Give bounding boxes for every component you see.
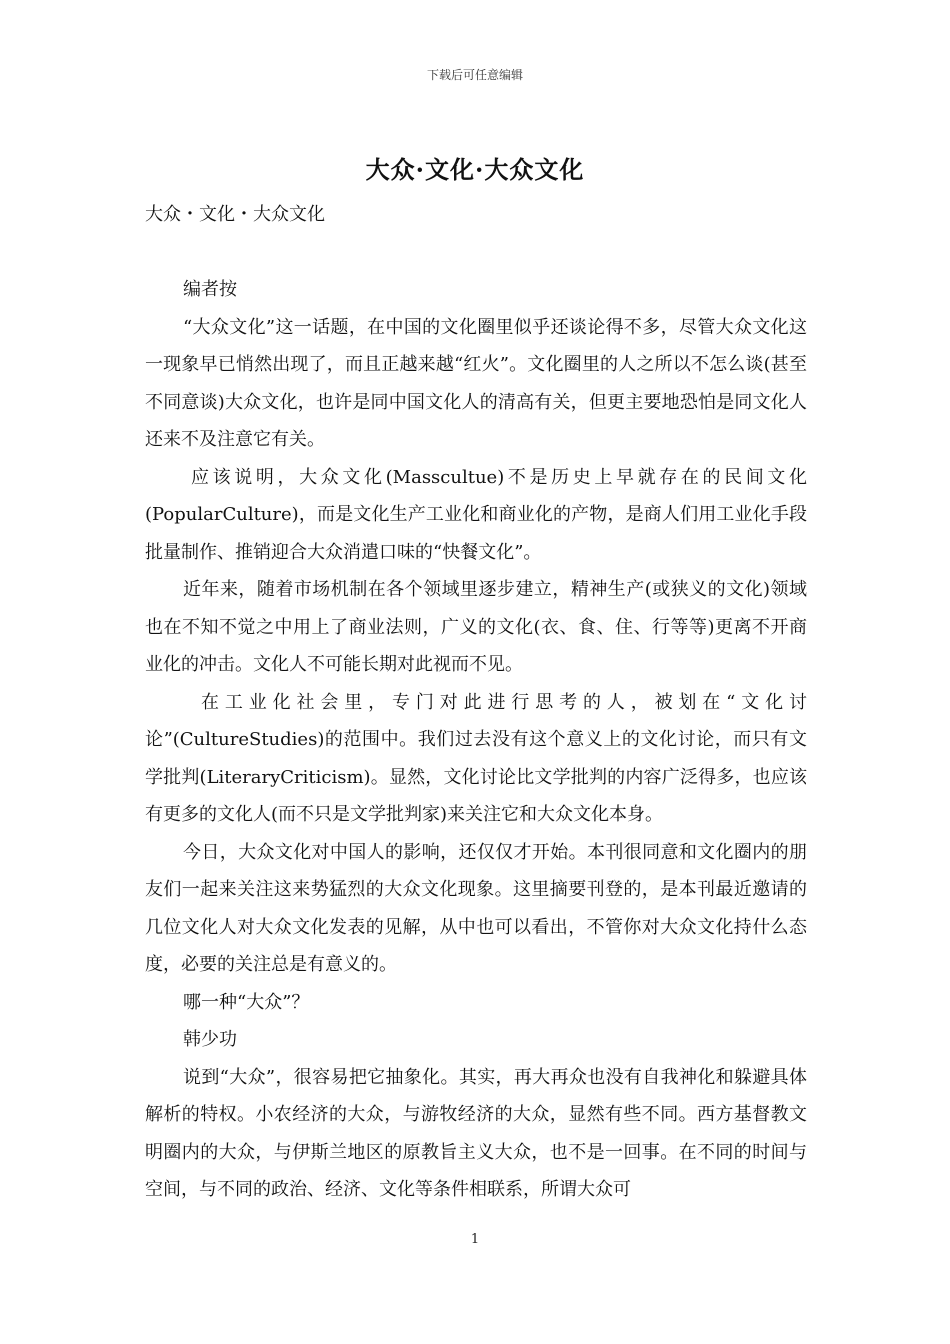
page-number: 1 (470, 1232, 480, 1247)
document-body (145, 196, 807, 1209)
author-name: 韩少功 (183, 1029, 237, 1050)
document-title: 大众·文化·大众文化 (365, 155, 585, 184)
paragraph: 应该说明，大众文化(Masscultue)不是历史上早就存在的民间文化(PopularCulture)，而是文化生产工业化和商业化的产物，是商人们用工业化手段批量制作、推销迎合大众消遣口味的“快餐文化”。 (145, 466, 807, 563)
paragraph: “大众文化”这一话题，在中国的文化圈里似乎还谈论得不多，尽管大众文化这一现象早已悄然出现了，而且正越来越“红火”。文化圈里的人之所以不怎么谈(甚至不同意谈)大众文化，也许是同中国文化人的清高有关，但更主要地恐怕是同文化人还来不及注意它有关。 (145, 316, 807, 450)
page-header: 下载后可任意编辑 (426, 68, 523, 82)
paragraph: 在工业化社会里，专门对此进行思考的人，被划在“文化讨论”(CultureStudies)的范围中。我们过去没有这个意义上的文化讨论，而只有文学批判(LiteraryCriticism)。显然，文化讨论比文学批判的内容广泛得多，也应该有更多的文化人(而不只是文学批判家)来关注它和大众文化本身。 (145, 691, 807, 825)
section-heading: 哪一种“大众”？ (183, 991, 310, 1013)
paragraph: 近年来，随着市场机制在各个领域里逐步建立，精神生产(或狭义的文化)领域也在不知不觉之中用上了商业法则，广义的文化(衣、食、住、行等等)更离不开商业化的冲击。文化人不可能长期对此视而不见。 (145, 579, 807, 675)
editor-note-heading: 编者按 (183, 279, 237, 300)
paragraph: 今日，大众文化对中国人的影响，还仅仅才开始。本刊很同意和文化圈内的朋友们一起来关注这来势猛烈的大众文化现象。这里摘要刊登的，是本刊最近邀请的几位文化人对大众文化发表的见解，从中也可以看出，不管你对大众文化持什么态度，必要的关注总是有意义的。 (145, 841, 807, 975)
paragraph: 说到“大众”，很容易把它抽象化。其实，再大再众也没有自我神化和躲避具体解析的特权。小农经济的大众，与游牧经济的大众，显然有些不同。西方基督教文明圈内的大众，与伊斯兰地区的原教旨主义大众，也不是一回事。在不同的时间与空间，与不同的政治、经济、文化等条件相联系，所谓大众可 (145, 1066, 807, 1200)
document-subtitle: 大众・文化・大众文化 (145, 204, 325, 225)
